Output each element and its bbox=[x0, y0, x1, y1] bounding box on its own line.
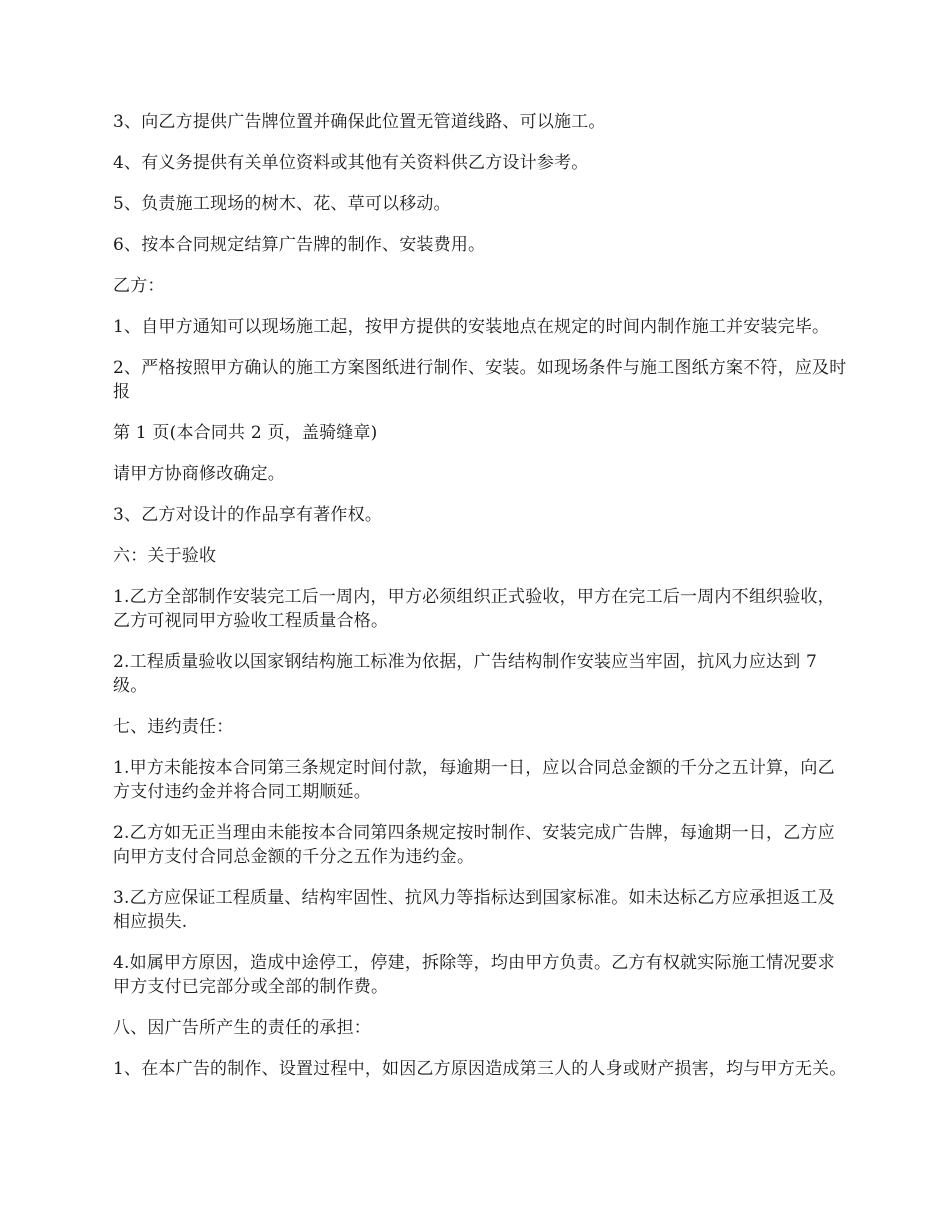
paragraph-acceptance-2: 2.工程质量验收以国家钢结构施工标准为依据，广告结构制作安装应当牢固，抗风力应达到 7 级。 bbox=[113, 652, 818, 696]
paragraph-party-a-duty-3: 3、向乙方提供广告牌位置并确保此位置无管道线路、可以施工。 bbox=[113, 112, 606, 132]
paragraph-breach-1: 1.甲方未能按本合同第三条规定时间付款，每逾期一日，应以合同总金额的千分之五计算，向乙方支付违约金并将合同工期顺延。 bbox=[113, 758, 835, 802]
paragraph-breach-3: 3.乙方应保证工程质量、结构牢固性、抗风力等指标达到国家标准。如未达标乙方应承担返工及相应损失. bbox=[113, 888, 835, 932]
document-body bbox=[113, 110, 848, 1098]
paragraph-party-b-duty-1: 1、自甲方通知可以现场施工起，按甲方提供的安装地点在规定的时间内制作施工并安装完毕。 bbox=[113, 317, 830, 337]
heading-party-b: 乙方： bbox=[113, 276, 165, 296]
paragraph-party-a-duty-4: 4、有义务提供有关单位资料或其他有关资料供乙方设计参考。 bbox=[113, 153, 589, 173]
paragraph-breach-2: 2.乙方如无正当理由未能按本合同第四条规定按时制作、安装完成广告牌，每逾期一日，乙方应向甲方支付合同总金额的千分之五作为违约金。 bbox=[113, 823, 835, 867]
paragraph-continuation: 请甲方协商修改确定。 bbox=[113, 464, 285, 484]
paragraph-liability-1: 1、在本广告的制作、设置过程中，如因乙方原因造成第三人的人身或财产损害，均与甲方无关。 bbox=[113, 1059, 847, 1079]
paragraph-party-a-duty-5: 5、负责施工现场的树木、花、草可以移动。 bbox=[113, 194, 451, 214]
heading-acceptance: 六：关于验收 bbox=[113, 546, 217, 566]
paragraph-acceptance-1: 1.乙方全部制作安装完工后一周内，甲方必须组织正式验收，甲方在完工后一周内不组织验收，乙方可视同甲方验收工程质量合格。 bbox=[113, 587, 835, 631]
heading-liability: 八、因广告所产生的责任的承担： bbox=[113, 1018, 371, 1038]
paragraph-breach-4: 4.如属甲方原因，造成中途停工，停建，拆除等，均由甲方负责。乙方有权就实际施工情况要求甲方支付已完部分或全部的制作费。 bbox=[113, 953, 835, 997]
paragraph-party-b-duty-3: 3、乙方对设计的作品享有著作权。 bbox=[113, 505, 383, 525]
paragraph-party-a-duty-6: 6、按本合同规定结算广告牌的制作、安装费用。 bbox=[113, 235, 486, 255]
page-footer-note: 第 1 页(本合同共 2 页，盖骑缝章) bbox=[113, 423, 378, 443]
heading-breach: 七、违约责任： bbox=[113, 717, 234, 737]
paragraph-party-b-duty-2: 2、严格按照甲方确认的施工方案图纸进行制作、安装。如现场条件与施工图纸方案不符，应及时报 bbox=[113, 358, 847, 402]
